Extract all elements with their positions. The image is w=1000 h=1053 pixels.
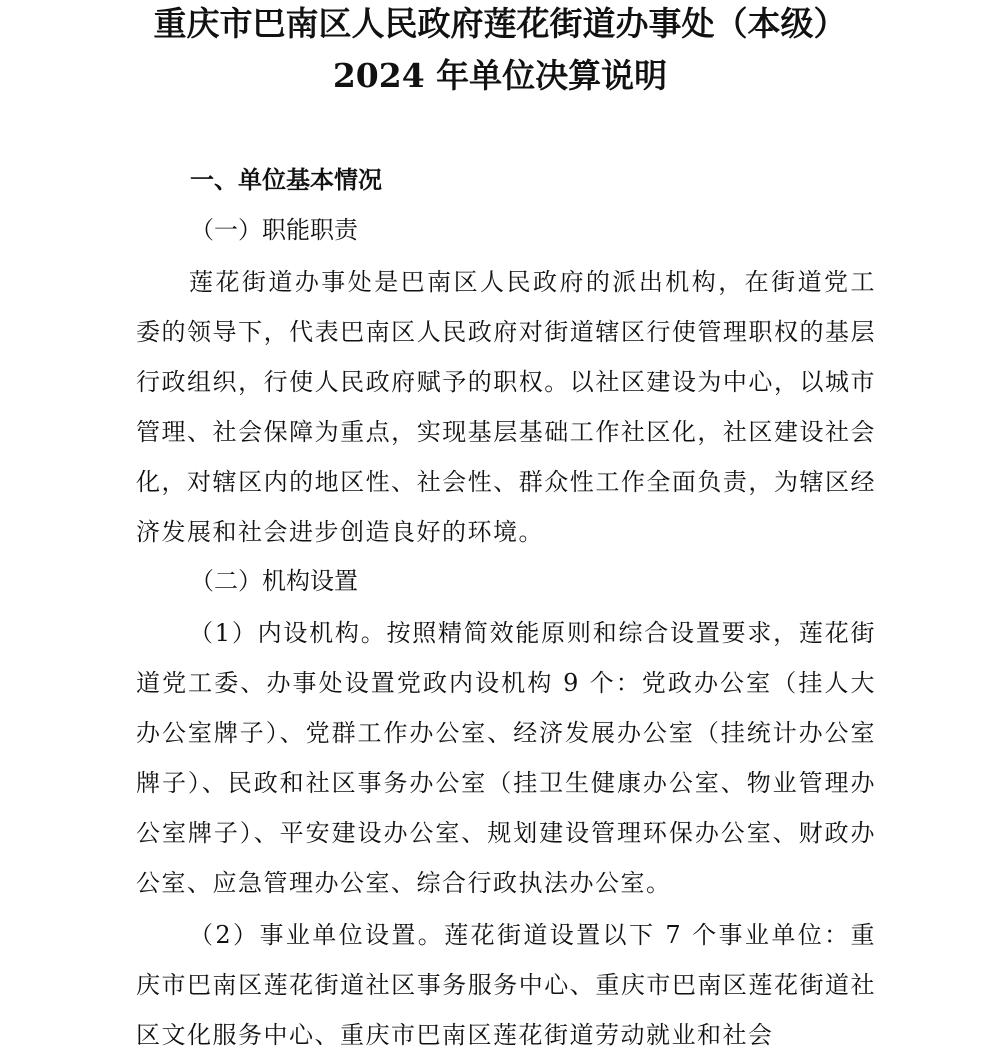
document-title-line-1: 重庆市巴南区人民政府莲花街道办事处（本级） [153, 4, 847, 43]
paragraph-public-institutions: （2）事业单位设置。莲花街道设置以下 7 个事业单位：重庆市巴南区莲花街道社区事务服务中心、重庆市巴南区莲花街道社区文化服务中心、重庆市巴南区莲花街道劳动就业和社会 [136, 921, 876, 1049]
subsection-heading-functions: （一）职能职责 [190, 216, 358, 244]
paragraph-functions: 莲花街道办事处是巴南区人民政府的派出机构，在街道党工委的领导下，代表巴南区人民政府对街道辖区行使管理职权的基层行政组织，行使人民政府赋予的职权。以社区建设为中心，以城市管理、社会保障为重点，实现基层基础工作社区化，社区建设社会化，对辖区内的地区性、社会性、群众性工作全面负责，为辖区经济发展和社会进步创造良好的环境。 [136, 268, 876, 546]
paragraph-internal-organs: （1）内设机构。按照精简效能原则和综合设置要求，莲花街道党工委、办事处设置党政内设机构 9 个：党政办公室（挂人大办公室牌子）、党群工作办公室、经济发展办公室（挂统计办公室牌子）、民政和社区事务办公室（挂卫生健康办公室、物业管理办公室牌子）、平安建设办公室、规划建设管理环保办公室、财政办公室、应急管理办公室、综合行政执法办公室。 [136, 619, 876, 897]
section-heading-basic-info: 一、单位基本情况 [190, 165, 382, 194]
subsection-heading-organization: （二）机构设置 [190, 567, 358, 595]
document-title-line-2: 2024 年单位决算说明 [332, 56, 668, 95]
